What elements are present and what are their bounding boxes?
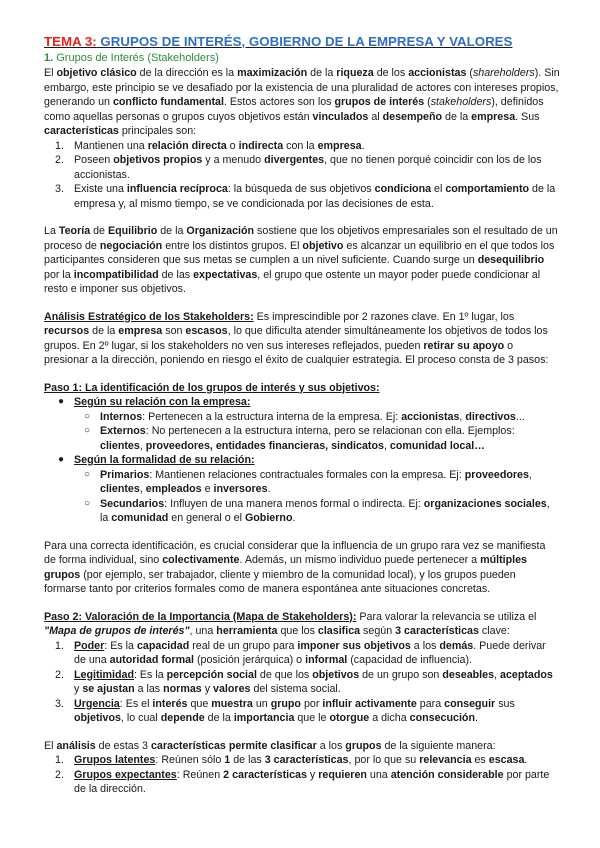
title-tema: TEMA 3: — [44, 34, 97, 49]
text-run: expectativas — [193, 268, 258, 281]
list-item — [44, 697, 560, 726]
text-run: Primarios — [100, 468, 150, 481]
text-run: o presionar a la dirección, poniendo en riesgo el éxito de cualquier estrategia. El proceso consta de 3 pasos: — [44, 339, 549, 366]
list-number: 3. — [55, 183, 64, 195]
text-run: requieren — [318, 768, 367, 781]
bullet-item — [44, 453, 560, 468]
text-run: ... — [515, 410, 525, 423]
text-run: Poder — [74, 639, 105, 652]
text-run: Grupos expectantes — [74, 768, 177, 781]
text-run: demás — [439, 639, 474, 652]
text-run: clasificar — [270, 739, 317, 752]
list-item-text — [74, 698, 515, 725]
text-run: influencia recíproca — [126, 183, 228, 195]
text-run: , — [459, 410, 466, 423]
text-run: de la — [307, 67, 337, 79]
list-item — [44, 153, 560, 182]
text-run: importancia — [233, 712, 295, 724]
text-run: organizaciones sociales — [423, 497, 547, 510]
text-run: Mantienen una — [74, 139, 148, 152]
text-run: objetivos — [74, 712, 121, 724]
text-run: . Estos actores son los — [223, 96, 335, 108]
text-run: empresa — [471, 110, 516, 123]
text-run: de la — [442, 110, 472, 123]
text-run: stakeholders — [430, 96, 492, 108]
text-run: de los — [373, 67, 409, 79]
section-1-title: Grupos de Interés (Stakeholders) — [53, 52, 219, 64]
text-run: : Reúnen — [176, 768, 224, 781]
text-run: una — [366, 768, 391, 781]
text-run: , la — [100, 497, 550, 524]
text-run: y — [201, 683, 214, 695]
list-item-text — [74, 769, 549, 796]
list-item — [44, 753, 560, 768]
teoria-equilibrio-paragraph — [44, 224, 560, 297]
text-run: sostiene que los objetivos empresariales son el resultado de un proceso de — [44, 225, 558, 252]
text-run: colectivamente — [162, 554, 240, 566]
text-run: ), definidos como aquellas personas o grupos cuyos objetivos están — [44, 96, 544, 123]
text-run: Existe una — [74, 183, 127, 195]
section-1-heading — [44, 51, 560, 65]
list-item — [44, 182, 560, 211]
bullet-circle-icon: ○ — [84, 425, 91, 436]
text-run: comportamiento — [445, 183, 530, 195]
text-run: (por ejemplo, ser trabajador, cliente y miembro de la comunidad local), y los grupos pueden formarse tanto por criterios formales como de manera espontánea ante situaciones concretas. — [44, 568, 516, 595]
text-run: Poseen — [74, 154, 114, 166]
text-run: , lo que dificulta atender simultáneamente los objetivos de todos los grupos. En 2º lugar, si los stakeholders no ven sus intereses reflejados, pueden — [44, 325, 548, 352]
list-item — [44, 139, 560, 154]
text-run: análisis — [56, 739, 96, 752]
list-item-text — [74, 669, 553, 696]
text-run: de que los — [256, 668, 313, 681]
text-run: . — [474, 712, 478, 724]
text-run: clientes — [100, 439, 140, 452]
text-run: shareholders — [472, 67, 535, 79]
text-run: Para una correcta identificación, es crucial considerar que la influencia de un grupo rara vez se manifiesta de forma individual, sino — [44, 539, 546, 566]
text-run: autoridad formal — [109, 654, 194, 666]
text-run: 3 características — [395, 625, 479, 637]
text-run: Según la formalidad de su relación: — [74, 454, 255, 466]
list-number: 2. — [55, 154, 64, 166]
text-run: Grupos latentes — [74, 754, 156, 766]
text-run: condiciona — [374, 183, 432, 195]
text-run: (posición jerárquica) o — [194, 654, 306, 666]
text-run: 3 características — [264, 754, 349, 766]
text-run: Análisis Estratégico de los Stakeholders: — [44, 310, 254, 323]
bullet-dot-icon: ● — [58, 454, 65, 465]
text-run: por la — [44, 268, 74, 281]
text-run: conseguir — [444, 697, 496, 710]
text-run: : la búsqueda de sus objetivos — [227, 183, 375, 195]
paso-1-bullets — [44, 395, 560, 526]
text-run: El — [44, 67, 57, 79]
text-run: ( — [466, 67, 473, 79]
text-run: Gobierno — [244, 512, 293, 524]
text-run: grupo — [270, 697, 301, 710]
text-run: que los — [277, 625, 318, 637]
text-run: de la — [157, 225, 187, 237]
text-run: real de un grupo para — [189, 639, 298, 652]
text-run: : No pertenecen a la estructura interna, pero se relacionan con ella. Ejemplos: — [145, 425, 515, 437]
text-run: a los — [316, 739, 346, 752]
text-run: y — [74, 683, 83, 695]
text-run: comunidad local… — [389, 439, 485, 452]
list-number: 1. — [55, 139, 64, 152]
text-run: . — [361, 139, 365, 152]
text-run: de la — [89, 325, 119, 337]
text-run: (capacidad de influencia). — [347, 654, 473, 666]
text-run: al — [368, 110, 383, 123]
bullet-dot-icon: ● — [58, 396, 65, 407]
text-run: atención considerable — [390, 768, 504, 781]
text-run: o — [226, 139, 239, 152]
text-run: : Reúnen sólo — [155, 754, 225, 766]
text-run: objetivos — [312, 668, 360, 681]
text-run: por — [300, 697, 323, 710]
text-run: según — [360, 625, 396, 637]
text-run: de la empresa y, al mismo tiempo, se ve condicionada por las decisiones de esta. — [74, 183, 556, 210]
text-run: es alcanzar un equilibrio en el que todos los participantes consideren que sus metas se cumplen a un nivel suficiente. Cuando surge un — [44, 239, 555, 266]
text-run: Es imprescindible por 2 razones clave. En 1º lugar, los — [253, 310, 515, 323]
text-run: Secundarios — [100, 497, 165, 510]
text-run: características — [44, 125, 119, 137]
text-run: conflicto fundamental — [112, 96, 224, 108]
text-run: Organización — [186, 225, 255, 237]
paso-1-heading: Paso 1: La identificación de los grupos de interés y sus objetivos: — [44, 381, 380, 394]
text-run: . — [267, 483, 271, 495]
text-run: características — [150, 739, 226, 752]
text-run: desequilibrio — [477, 254, 545, 266]
text-run: normas — [163, 683, 202, 695]
list-item-text — [74, 640, 546, 667]
text-run: que — [187, 697, 212, 710]
text-run: clave: — [478, 625, 510, 637]
bullet-circle-icon: ○ — [84, 410, 91, 422]
text-run: permite — [228, 739, 268, 752]
text-run: escasos — [185, 325, 228, 337]
text-run: por parte de la dirección. — [74, 768, 550, 795]
text-run: , — [528, 468, 532, 481]
text-run: , una — [189, 625, 217, 637]
sub-bullet-item — [44, 468, 560, 497]
title-text: GRUPOS DE INTERÉS, GOBIERNO DE LA EMPRESA Y VALORES — [96, 34, 513, 49]
text-run: influir activamente — [322, 697, 417, 710]
text-run: : Influyen de una manera menos formal o indirecta. Ej: — [164, 497, 424, 510]
text-run: ( — [424, 96, 431, 108]
text-run: escasa — [488, 754, 525, 766]
stakeholder-characteristics-list — [44, 139, 560, 212]
text-run: : Es el — [119, 697, 153, 710]
list-item — [44, 639, 560, 668]
text-run: imponer sus objetivos — [297, 639, 411, 652]
text-run: ). Sin embargo, este principio se ve desafiado por la existencia de una pluralidad de actores con intereses propios, generando un — [44, 67, 560, 108]
list-item-text — [74, 183, 555, 210]
text-run: , — [139, 439, 146, 452]
text-run: Para valorar la relevancia se utiliza el — [356, 610, 537, 623]
text-run: , — [494, 668, 500, 681]
text-run: son — [162, 325, 186, 337]
text-run: clasifica — [317, 625, 361, 637]
text-run: percepción social — [166, 668, 257, 681]
text-run: otorgue — [329, 712, 370, 724]
text-run: incompatibilidad — [73, 268, 159, 281]
text-run: capacidad — [136, 639, 190, 652]
text-run: es — [471, 754, 489, 766]
section-1-number: 1. — [44, 52, 54, 64]
text-run: relevancia — [419, 754, 472, 766]
text-run: : Es la — [104, 639, 137, 652]
text-run: grupos de interés — [334, 96, 425, 108]
text-run: desempeño — [382, 110, 443, 123]
text-run: recursos — [44, 325, 90, 337]
list-item-text — [74, 140, 365, 152]
text-run: . — [292, 512, 296, 524]
text-run: a los — [410, 639, 440, 652]
text-run: maximización — [237, 67, 308, 79]
text-run: deseables — [442, 668, 495, 681]
text-run: de las — [158, 268, 194, 281]
text-run: depende — [160, 712, 205, 724]
text-run: Equilibrio — [107, 225, 158, 237]
bullet-item — [44, 395, 560, 410]
sub-bullet-text — [100, 411, 525, 423]
list-item — [44, 768, 560, 797]
text-run: características — [232, 768, 307, 781]
bullet-text — [74, 454, 255, 466]
text-run: múltiples grupos — [44, 554, 527, 581]
paso-2-characteristics-list — [44, 639, 560, 726]
text-run: relación directa — [147, 139, 227, 152]
text-run: un — [252, 697, 271, 710]
text-run: y — [306, 768, 319, 781]
text-run: sus — [495, 697, 515, 710]
text-run: proveedores — [464, 468, 529, 481]
text-run: , lo cual — [120, 712, 161, 724]
text-run: Paso 2: Valoración de la Importancia (Mapa de Stakeholders): — [44, 610, 357, 623]
text-run: proveedores, entidades financieras, sindicatos — [145, 439, 384, 452]
text-run: , el grupo que ostente un mayor poder puede condicionar al resto e imponer sus objetivos. — [44, 268, 541, 295]
sub-bullet-text — [100, 469, 532, 496]
text-run: valores — [213, 683, 251, 695]
document-title — [44, 33, 560, 50]
text-run: directivos — [465, 410, 516, 423]
text-run: inversores — [213, 483, 268, 495]
text-run: de — [90, 225, 108, 237]
sub-bullet-item — [44, 497, 560, 526]
text-run: indirecta — [238, 139, 284, 152]
text-run: objetivo clásico — [56, 67, 137, 79]
bullet-circle-icon: ○ — [84, 468, 91, 480]
text-run: herramienta — [216, 625, 278, 637]
text-run: , — [139, 483, 146, 495]
text-run: consecución — [409, 712, 475, 724]
text-run: vinculados — [312, 110, 369, 123]
list-item-text — [74, 154, 542, 181]
list-item-text — [74, 754, 527, 766]
sub-bullet-text — [100, 498, 550, 525]
text-run: 2 — [223, 768, 230, 781]
text-run: . Sus — [515, 110, 540, 123]
text-run: de la — [204, 712, 234, 724]
text-run: aceptados — [500, 668, 553, 681]
text-run: riqueza — [336, 67, 374, 79]
bullet-text — [74, 396, 250, 408]
text-run: informal — [305, 654, 348, 666]
text-run: retirar su apoyo — [423, 339, 505, 352]
list-number: 2. — [55, 668, 64, 681]
list-number: 2. — [55, 768, 64, 781]
text-run: , — [383, 439, 390, 452]
text-run: . Puede derivar de una — [74, 639, 546, 666]
text-run: Según su relación con la empresa: — [74, 396, 251, 408]
text-run: de las — [230, 754, 265, 766]
text-run: interés — [152, 697, 188, 710]
text-run: de la siguiente manera: — [381, 739, 496, 752]
sub-bullet-text — [100, 425, 515, 452]
clasificacion-list — [44, 753, 560, 797]
text-run: accionistas — [408, 67, 467, 79]
text-run: objetivos propios — [113, 154, 203, 166]
text-run: empresa — [317, 139, 362, 152]
text-run: entre los distintos grupos. El — [162, 239, 303, 252]
text-run: . Además, un mismo individuo puede pertenecer a — [239, 554, 481, 566]
text-run: : Pertenecen a la estructura interna de la empresa. Ej: — [142, 410, 402, 423]
sub-bullet-item — [44, 410, 560, 425]
text-run: Internos — [100, 410, 143, 423]
text-run: para — [416, 697, 445, 710]
sub-bullet-item — [44, 424, 560, 453]
text-run: : Mantienen relaciones contractuales formales con la empresa. Ej: — [149, 468, 465, 481]
text-run: La — [44, 225, 59, 237]
text-run: , que no tienen porqué coincidir con los de los accionistas. — [74, 154, 542, 181]
text-run: : Es la — [133, 668, 167, 681]
text-run: e — [201, 483, 214, 495]
text-run: accionistas — [401, 410, 460, 423]
text-run: el — [431, 183, 446, 195]
bullet-circle-icon: ○ — [84, 497, 91, 509]
text-run: a dicha — [369, 712, 410, 724]
clasificacion-intro-paragraph — [44, 739, 560, 754]
list-number: 1. — [55, 754, 64, 766]
text-run: Externos — [100, 425, 146, 437]
text-run: Teoría — [58, 225, 91, 237]
text-run: a las — [134, 683, 164, 695]
text-run: comunidad — [111, 512, 169, 524]
text-run: , por lo que su — [348, 754, 420, 766]
text-run: empresa — [118, 325, 163, 337]
analisis-estrategico-paragraph — [44, 310, 560, 368]
text-run: empleados — [145, 483, 202, 495]
text-run: Legitimidad — [74, 668, 134, 681]
text-run: negociación — [99, 239, 163, 252]
text-run: de la dirección es la — [136, 67, 238, 79]
text-run: muestra — [211, 697, 253, 710]
text-run: en general o el — [168, 512, 245, 524]
text-run: del sistema social. — [250, 683, 341, 695]
text-run: objetivo — [302, 239, 344, 252]
text-run: con la — [283, 139, 318, 152]
list-number: 1. — [55, 639, 64, 652]
text-run: divergentes — [264, 154, 325, 166]
text-run: de un grupo son — [359, 668, 443, 681]
text-run: que le — [294, 712, 330, 724]
text-run: El — [44, 739, 57, 752]
text-run: de estas 3 — [95, 739, 151, 752]
text-run: se ajustan — [82, 683, 135, 695]
text-run: "Mapa de grupos de interés" — [44, 625, 190, 637]
text-run: principales son: — [118, 125, 197, 137]
stakeholders-intro-paragraph — [44, 66, 560, 139]
paso-2-intro-paragraph — [44, 610, 560, 639]
list-number: 3. — [55, 697, 64, 710]
text-run: . — [524, 754, 528, 766]
identificacion-paragraph — [44, 539, 560, 597]
text-run: clientes — [100, 483, 140, 495]
text-run: y a menudo — [202, 154, 265, 166]
list-item — [44, 668, 560, 697]
text-run: grupos — [345, 739, 382, 752]
text-run: 1 — [224, 754, 231, 766]
text-run: Urgencia — [74, 697, 120, 710]
